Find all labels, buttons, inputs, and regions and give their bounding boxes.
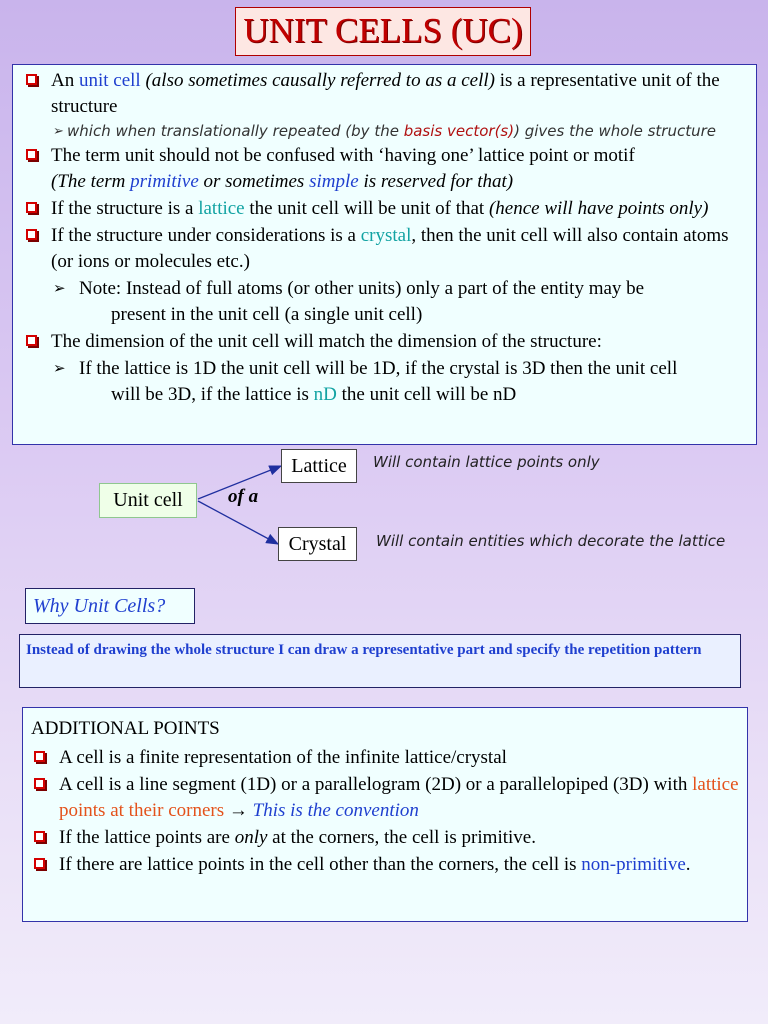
point-crystal: If the structure under considerations is a crystal, then the unit cell will also contain atoms (or ions or molecules etc.) bbox=[23, 223, 748, 275]
arrowhead-icon: ➢ bbox=[53, 361, 66, 377]
crystal-label: Crystal bbox=[278, 527, 357, 561]
sub-point-dimension: ➢ If the lattice is 1D the unit cell will be 1D, if the crystal is 3D then the unit cell will be 3D, if the lattice is nD the unit cell will be nD bbox=[53, 358, 678, 405]
arrowhead-icon: ➢ bbox=[53, 281, 66, 297]
additional-points-box bbox=[22, 707, 748, 922]
point-unit-cell: An unit cell (also sometimes causally referred to as a cell) is a representative unit of the structure bbox=[23, 68, 748, 120]
additional-point-segment: A cell is a line segment (1D) or a parallelogram (2D) or a parallelopiped (3D) with lattice points at their corners → This is the convention bbox=[31, 772, 739, 824]
crystal-note: Will contain entities which decorate the lattice bbox=[376, 532, 726, 550]
additional-point-non-primitive: If there are lattice points in the cell other than the corners, the cell is non-primitive. bbox=[31, 852, 739, 878]
sub-point-note: ➢ Note: Instead of full atoms (or other units) only a part of the entity may be present in the unit cell (a single unit cell) bbox=[53, 278, 645, 325]
why-unit-cells-heading: Why Unit Cells? bbox=[25, 588, 195, 624]
lattice-label: Lattice bbox=[281, 449, 357, 483]
additional-heading: ADDITIONAL POINTS bbox=[31, 718, 220, 739]
additional-point-finite: A cell is a finite representation of the infinite lattice/crystal bbox=[31, 745, 739, 771]
point-dimension: The dimension of the unit cell will match the dimension of the structure: bbox=[23, 329, 748, 355]
term-unit-cell: unit cell bbox=[78, 70, 141, 91]
point-lattice: If the structure is a lattice the unit cell will be unit of that (hence will have points only) bbox=[23, 196, 748, 222]
of-a-label: of a bbox=[228, 486, 259, 507]
arrowhead-icon: ➢ bbox=[53, 124, 64, 139]
point-term-unit: The term unit should not be confused with ‘having one’ lattice point or motif (The term primitive or sometimes simple is reserved for that) bbox=[23, 143, 748, 195]
page-title: UNIT CELLS (UC) bbox=[235, 7, 531, 56]
unit-cell-label: Unit cell bbox=[99, 483, 197, 518]
square-bullet-icon bbox=[34, 858, 45, 869]
square-bullet-icon bbox=[34, 751, 45, 762]
square-bullet-icon bbox=[34, 778, 45, 789]
additional-point-primitive: If the lattice points are only at the corners, the cell is primitive. bbox=[31, 825, 739, 851]
lattice-note: Will contain lattice points only bbox=[373, 453, 600, 471]
why-explanation: Instead of drawing the whole structure I can draw a representative part and specify the repetition pattern bbox=[19, 634, 741, 688]
sub-point-translation: ➢ which when translationally repeated (by the basis vector(s)) gives the whole structure bbox=[53, 122, 717, 140]
square-bullet-icon bbox=[34, 831, 45, 842]
